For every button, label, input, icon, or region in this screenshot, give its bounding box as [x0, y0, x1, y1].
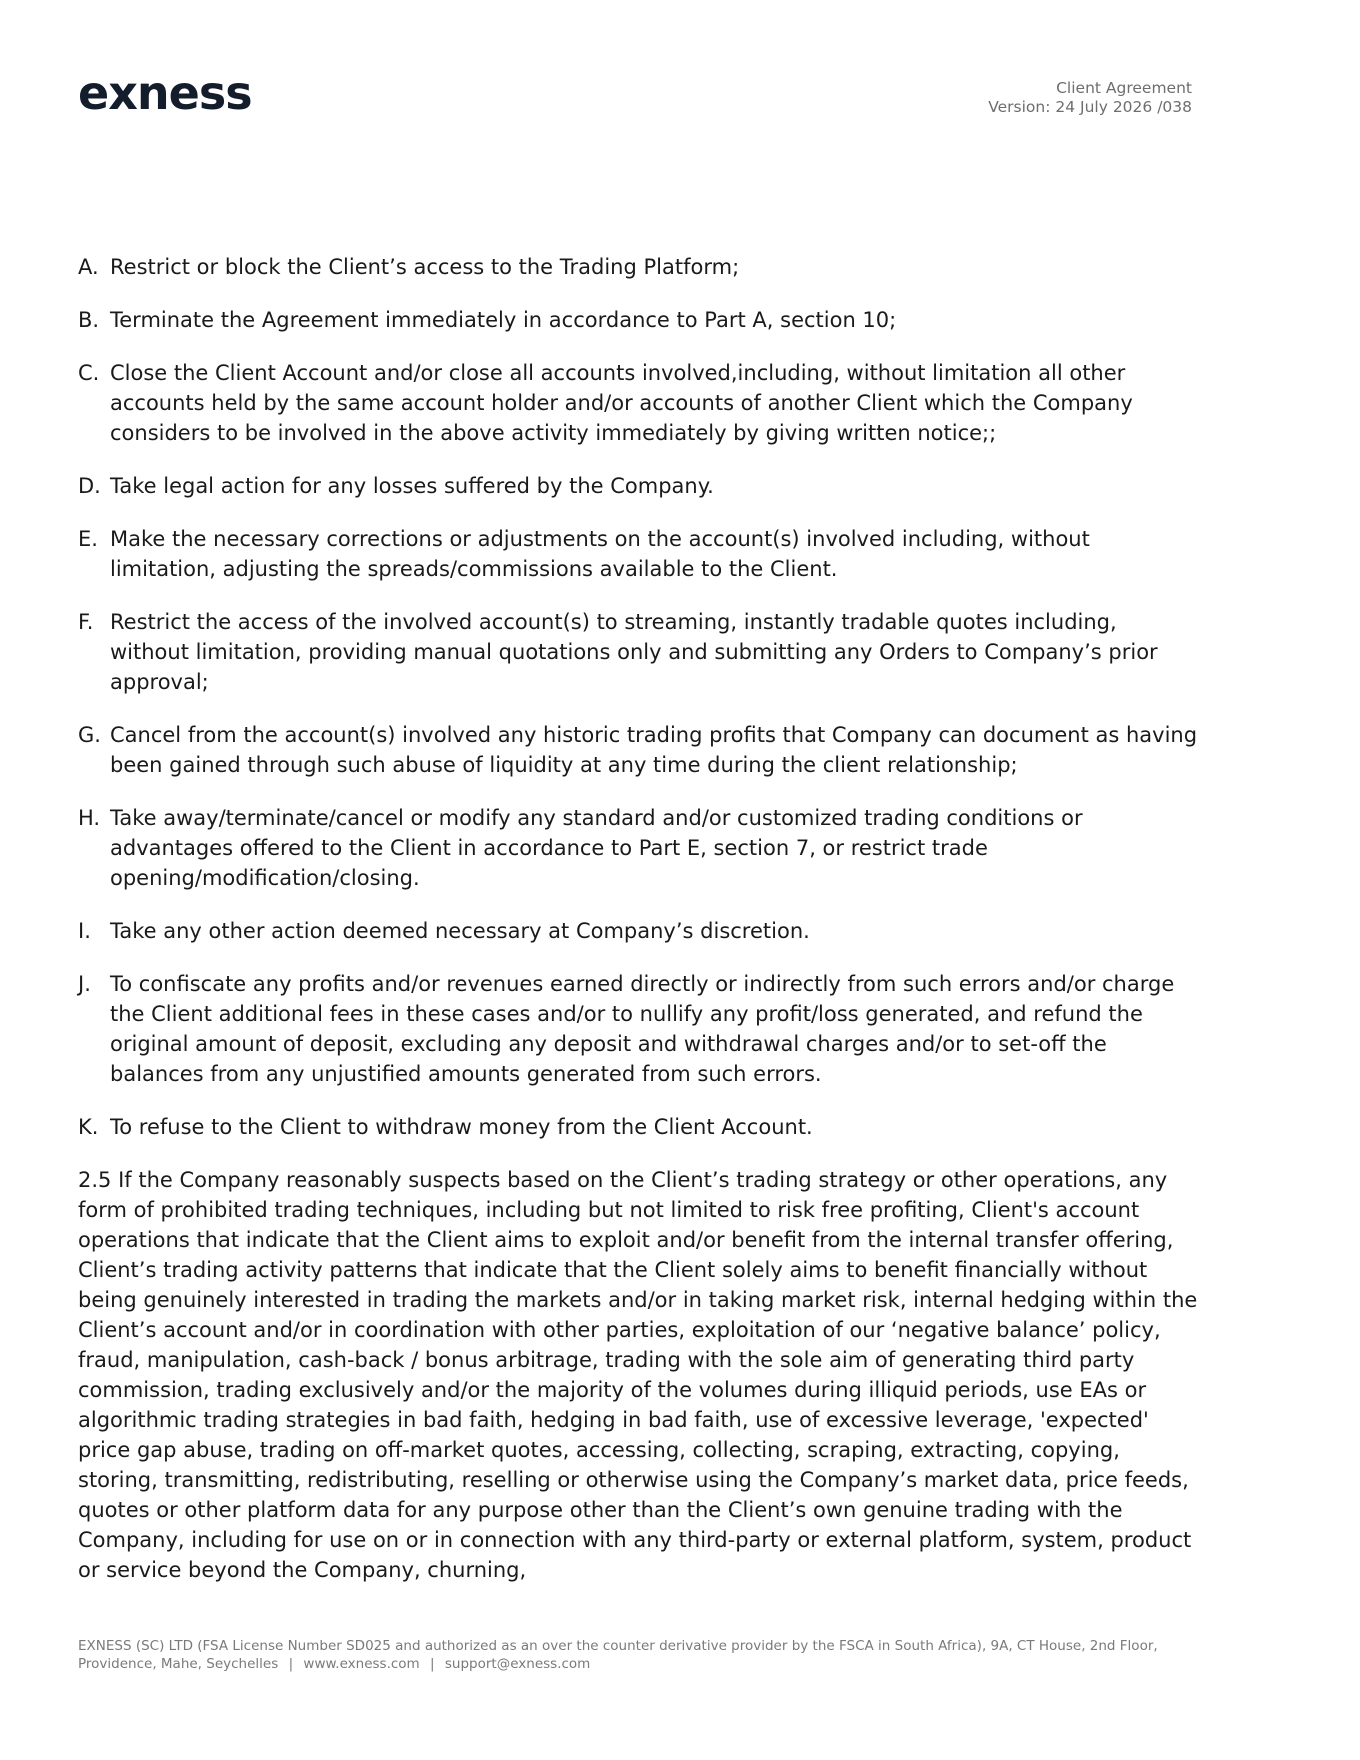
list-item-text: Make the necessary corrections or adjustments on the account(s) involved including, without limitation, adjusting the spreads/commissions available to the Client. [110, 527, 1090, 581]
list-item-letter: H. [78, 806, 101, 830]
list-item-text: Close the Client Account and/or close all accounts involved,including, without limitation all other accounts held by the same account holder and/or accounts of another Client which the Company considers to be involved in the above activity immediately by giving written notice;; [110, 361, 1133, 445]
list-item-letter: J. [78, 972, 91, 996]
list-item [78, 607, 1200, 697]
list-item-letter: K. [78, 1115, 99, 1139]
list-item-letter: I. [78, 919, 91, 943]
footer-website-link[interactable]: www.exness.com [303, 1656, 420, 1672]
document-version: Version: 24 July 2026 /038 [988, 98, 1192, 116]
footer-legal-text: EXNESS (SC) LTD (FSA License Number SD025 and authorized as an over the counter derivative provider by the FSCA in South Africa), 9A, CT House, 2nd Floor, Providence, Mahe, Seychelles [78, 1638, 1158, 1672]
list-item-text: To confiscate any profits and/or revenues earned directly or indirectly from such errors and/or charge the Client additional fees in these cases and/or to nullify any profit/loss generated, and refund the original amount of deposit, excluding any deposit and withdrawal charges and/or to set-off the balances from any unjustified amounts generated from such errors. [110, 972, 1175, 1086]
list-item [78, 720, 1200, 780]
list-item-letter: G. [78, 723, 101, 747]
list-item-letter: D. [78, 474, 101, 498]
list-item-text: Restrict the access of the involved account(s) to streaming, instantly tradable quotes including, without limitation, providing manual quotations only and submitting any Orders to Company’s prior approval; [110, 610, 1158, 694]
page-footer [78, 1637, 1208, 1673]
list-item [78, 969, 1200, 1089]
list-item [78, 524, 1200, 584]
list-item-letter: B. [78, 308, 100, 332]
list-item [78, 252, 1200, 282]
document-title: Client Agreement [1056, 79, 1192, 97]
list-item [78, 305, 1200, 335]
list-item [78, 916, 1200, 946]
list-item [78, 1112, 1200, 1142]
list-item-text: Cancel from the account(s) involved any historic trading profits that Company can document as having been gained through such abuse of liquidity at any time during the client relationship; [110, 723, 1198, 777]
footer-separator: | [430, 1656, 435, 1672]
list-item-letter: C. [78, 361, 100, 385]
list-item-text: Take legal action for any losses suffered by the Company. [110, 474, 714, 498]
list-item-text: Take any other action deemed necessary at Company’s discretion. [110, 919, 810, 943]
list-item [78, 358, 1200, 448]
footer-email-link[interactable]: support@exness.com [444, 1656, 591, 1672]
document-meta [988, 79, 1192, 117]
list-item-text: Restrict or block the Client’s access to the Trading Platform; [110, 255, 740, 279]
list-item-letter: A. [78, 255, 99, 279]
list-item-text: Take away/terminate/cancel or modify any standard and/or customized trading conditions or advantages offered to the Client in accordance to Part E, section 7, or restrict trade opening/modification/closing. [110, 806, 1083, 890]
footer-separator: | [288, 1656, 294, 1672]
exness-logo: exness [78, 66, 252, 120]
list-item-letter: E. [78, 527, 98, 551]
list-item [78, 471, 1200, 501]
measures-list [78, 252, 1200, 1142]
document-body [78, 252, 1200, 1585]
list-item-text: To refuse to the Client to withdraw money from the Client Account. [110, 1115, 813, 1139]
paragraph-2-5: 2.5 If the Company reasonably suspects based on the Client’s trading strategy or other operations, any form of prohibited trading techniques, including but not limited to risk free profiting, Client's account operations that indicate that the Client aims to exploit and/or benefit from the internal transfer offering, Client’s trading activity patterns that indicate that the Client solely aims to benefit financially without being genuinely interested in trading the markets and/or in taking market risk, internal hedging within the Client’s account and/or in coordination with other parties, exploitation of our ‘negative balance’ policy, fraud, manipulation, cash-back / bonus arbitrage, trading with the sole aim of generating third party commission, trading exclusively and/or the majority of the volumes during illiquid periods, use EAs or algorithmic trading strategies in bad faith, hedging in bad faith, use of excessive leverage, 'expected' price gap abuse, trading on off-market quotes, accessing, collecting, scraping, extracting, copying, storing, transmitting, redistributing, reselling or otherwise using the Company’s market data, price feeds, quotes or other platform data for any purpose other than the Client’s own genuine trading with the Company, including for use on or in connection with any third-party or external platform, system, product or service beyond the Company, churning, [78, 1168, 1198, 1582]
list-item-letter: F. [78, 610, 94, 634]
list-item-text: Terminate the Agreement immediately in accordance to Part A, section 10; [110, 308, 897, 332]
list-item [78, 803, 1200, 893]
